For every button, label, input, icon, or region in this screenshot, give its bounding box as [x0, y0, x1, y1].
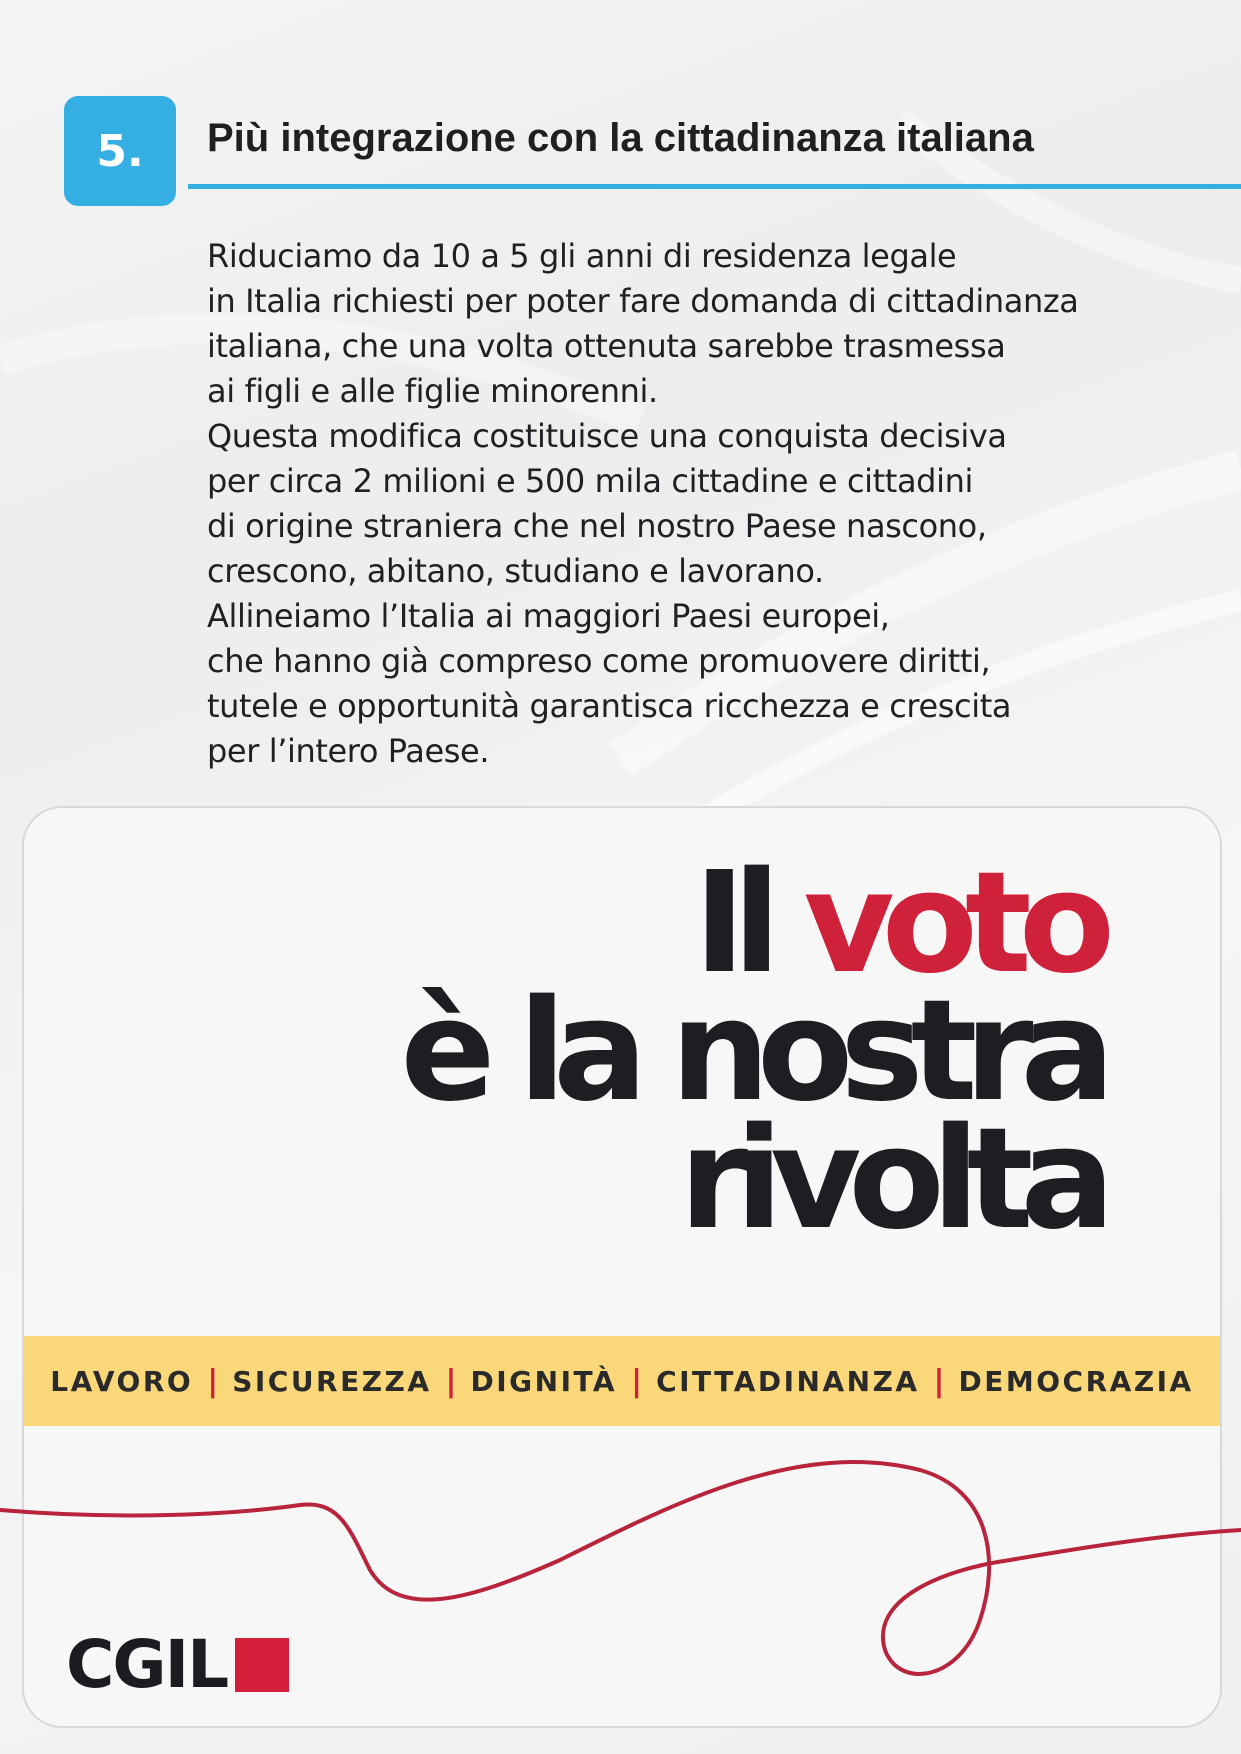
- topic-item: SICUREZZA: [232, 1364, 432, 1398]
- topics-list: [50, 1364, 1193, 1399]
- section-title: Più integrazione con la cittadinanza italiana: [207, 116, 1034, 160]
- body-line: in Italia richiesti per poter fare domanda di cittadinanza: [207, 282, 1079, 320]
- slogan-line-1: [400, 842, 1102, 1005]
- body-line: italiana, che una volta ottenuta sarebbe trasmessa: [207, 327, 1006, 365]
- slogan-line-2: è la nostra: [400, 970, 1102, 1133]
- body-paragraph: [207, 234, 1207, 774]
- body-line: Riduciamo da 10 a 5 gli anni di residenza legale: [207, 237, 957, 275]
- cgil-logo: [66, 1626, 289, 1703]
- topic-separator: |: [207, 1363, 219, 1399]
- topic-separator: |: [445, 1363, 457, 1399]
- slogan-word-il: Il: [693, 842, 768, 1005]
- topic-item: DEMOCRAZIA: [958, 1364, 1194, 1398]
- logo-text: CGIL: [66, 1626, 228, 1703]
- body-line: tutele e opportunità garantisca ricchezza e crescita: [207, 687, 1012, 725]
- topic-item: DIGNITÀ: [470, 1364, 618, 1398]
- body-line: Questa modifica costituisce una conquista decisiva: [207, 417, 1007, 455]
- topic-separator: |: [631, 1363, 643, 1399]
- topic-item: LAVORO: [50, 1364, 194, 1398]
- body-line: di origine straniera che nel nostro Paese nascono,: [207, 507, 987, 545]
- body-line: che hanno già compreso come promuovere diritti,: [207, 642, 991, 680]
- topics-band: [24, 1336, 1220, 1426]
- title-underline: [188, 184, 1241, 189]
- topic-separator: |: [933, 1363, 945, 1399]
- slogan-line-3: rivolta: [679, 1098, 1102, 1261]
- body-line: Allineiamo l’Italia ai maggiori Paesi europei,: [207, 597, 890, 635]
- section-number: 5.: [96, 125, 144, 177]
- body-line: crescono, abitano, studiano e lavorano.: [207, 552, 824, 590]
- slogan-word-voto: voto: [803, 842, 1102, 1005]
- body-line: per l’intero Paese.: [207, 732, 490, 770]
- section-number-badge: [64, 96, 176, 206]
- logo-square-icon: [235, 1638, 289, 1692]
- topic-item: CITTADINANZA: [656, 1364, 920, 1398]
- slogan-headline: [400, 842, 1102, 1261]
- body-line: per circa 2 milioni e 500 mila cittadine e cittadini: [207, 462, 973, 500]
- body-line: ai figli e alle figlie minorenni.: [207, 372, 658, 410]
